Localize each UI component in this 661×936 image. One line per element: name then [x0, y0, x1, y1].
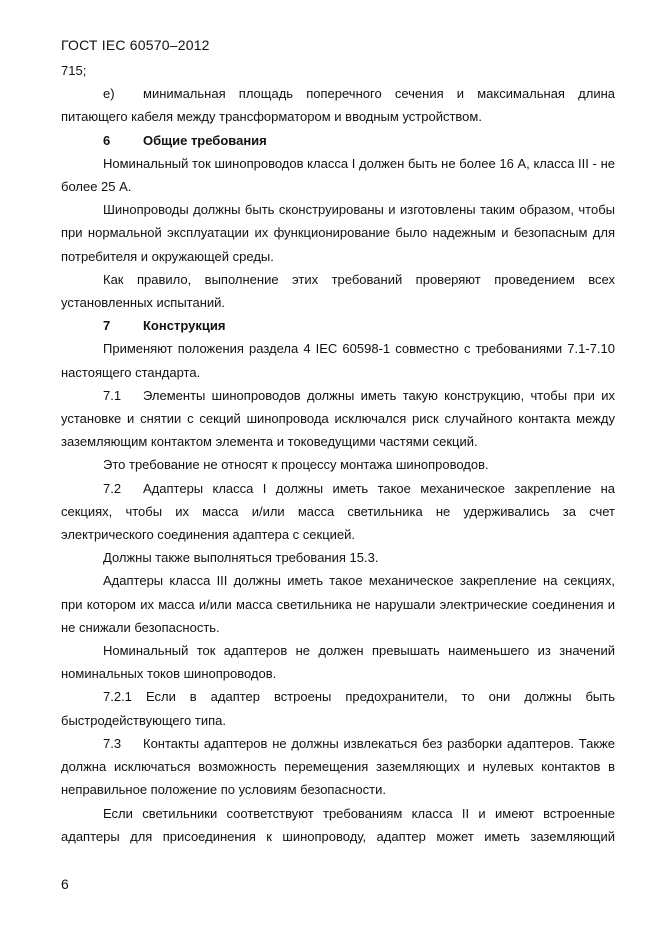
clause-7-1 — [61, 384, 615, 454]
section-number: 7 — [103, 318, 111, 334]
clause-number: 7.2.1 — [103, 689, 132, 705]
clause-7-2 — [61, 477, 615, 547]
clause-7-3 — [61, 732, 615, 802]
clause-text: Если в адаптер встроены предохранители, то они должны быть быстродействующего типа. — [61, 689, 615, 728]
page-number: 6 — [61, 876, 69, 892]
paragraph: Номинальный ток адаптеров не должен превышать наименьшего из значений номинальных токов шинопроводов. — [61, 643, 615, 682]
section-heading-6 — [61, 129, 615, 152]
section-heading-7 — [61, 314, 615, 337]
clause-number: 7.1 — [103, 387, 122, 403]
paragraph: Как правило, выполнение этих требований проверяют проведением всех установленных испытаний. — [61, 271, 615, 311]
list-marker: e) — [103, 86, 115, 102]
section-number: 6 — [103, 132, 111, 148]
paragraph-continuation: 715; — [61, 63, 87, 78]
list-item-e — [61, 82, 615, 128]
section-title: Общие требования — [143, 132, 267, 148]
clause-number: 7.2 — [103, 480, 122, 496]
clause-text: Элементы шинопроводов должны иметь такую конструкцию, чтобы при их установке и снятии с секций шинопровода исключался риск случайного контакта между заземляющим контактом элемента и токоведущими частями секций. — [61, 387, 615, 450]
paragraph: Шинопроводы должны быть сконструированы и изготовлены таким образом, чтобы при нормальной эксплуатации их функционирование было надежным и безопасным для потребителя и окружающей среды. — [61, 202, 615, 264]
paragraph: Применяют положения раздела 4 IEC 60598-1 совместно с требованиями 7.1-7.10 настоящего стандарта. — [61, 341, 615, 380]
paragraph-continues-next-page: Если светильники соответствуют требованиям класса II и имеют встроенные адаптеры для присоединения к шинопроводу, адаптер может иметь заземляющий — [61, 805, 615, 844]
section-title: Конструкция — [143, 318, 226, 334]
paragraph: Должны также выполняться требования 15.3. — [103, 550, 379, 566]
list-item-text: минимальная площадь поперечного сечения и максимальная длина питающего кабеля между трансформатором и вводным устройством. — [61, 86, 615, 125]
document-body — [61, 59, 615, 848]
clause-text: Адаптеры класса I должны иметь такое механическое закрепление на секциях, чтобы их масса и/или масса светильника не удерживались за счет электрического соединения адаптера с секцией. — [61, 480, 615, 543]
paragraph: Адаптеры класса III должны иметь такое механическое закрепление на секциях, при котором их масса и/или масса светильника не нарушали электрические соединения и не снижали безопасность. — [61, 573, 615, 635]
paragraph: Номинальный ток шинопроводов класса I должен быть не более 16 А, класса III - не более 25 А. — [61, 155, 615, 195]
clause-text: Контакты адаптеров не должны извлекаться без разборки адаптеров. Также должна исключаться возможность перемещения заземляющих и нулевых контактов в неправильное положение по условиям безопасности. — [61, 735, 615, 798]
clause-7-2-1 — [61, 685, 615, 731]
document-header: ГОСТ IEC 60570–2012 — [61, 37, 210, 53]
clause-number: 7.3 — [103, 735, 122, 751]
paragraph: Это требование не относят к процессу монтажа шинопроводов. — [103, 457, 489, 473]
